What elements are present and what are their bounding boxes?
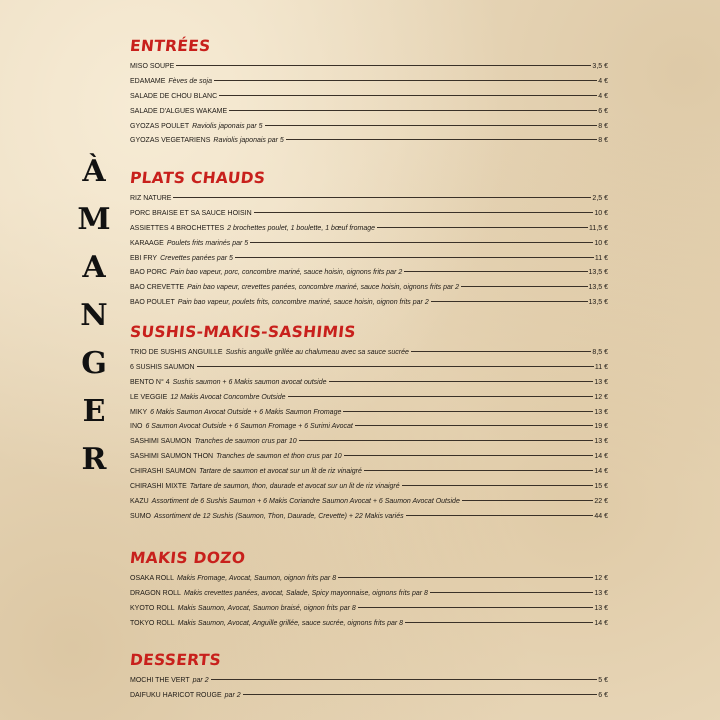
- menu-item: [130, 450, 608, 465]
- leader-line: [405, 622, 593, 623]
- menu-item: [130, 60, 608, 75]
- leader-line: [229, 110, 597, 111]
- menu-item: [130, 420, 608, 435]
- menu-item: [130, 222, 608, 237]
- menu-item: [130, 252, 608, 267]
- item-name: KYOTO ROLL: [130, 604, 175, 612]
- leader-line: [364, 470, 593, 471]
- menu-section: [130, 322, 608, 525]
- item-description: Makis Fromage, Avocat, Saumon, oignon frits par 8: [176, 575, 337, 582]
- item-price: 13 €: [594, 604, 608, 612]
- item-price: 13,5 €: [588, 299, 608, 307]
- item-price: 10 €: [594, 239, 608, 247]
- menu-item: [130, 602, 608, 617]
- item-price: 11 €: [594, 254, 608, 262]
- menu-item: [130, 207, 608, 222]
- menu-section: [130, 168, 608, 311]
- item-description: Raviolis japonais par 5: [213, 137, 284, 145]
- side-word-letter: À: [82, 154, 106, 189]
- item-description: par 2: [224, 691, 241, 699]
- item-description: Crevettes panées par 5: [160, 254, 233, 262]
- leader-line: [411, 351, 592, 352]
- menu-item: [130, 120, 608, 135]
- item-name: GYOZAS VEGETARIENS: [130, 137, 211, 145]
- item-name: BAO PORC: [130, 269, 167, 277]
- item-name: ASSIETTES 4 BROCHETTES: [130, 224, 225, 232]
- side-word-a-manger: [74, 148, 114, 484]
- item-name: LE VEGGIE: [130, 393, 168, 401]
- section-title: PLATS CHAUDS: [129, 169, 267, 187]
- item-price: 10 €: [594, 209, 608, 217]
- item-price: 14 €: [594, 453, 608, 461]
- item-price: 13,5 €: [588, 269, 608, 277]
- item-price: 14 €: [594, 468, 608, 476]
- item-price: 8 €: [598, 122, 608, 130]
- menu-item: [130, 237, 608, 252]
- item-name: SALADE D'ALGUES WAKAME: [130, 107, 228, 115]
- item-description: Makis Saumon, Avocat, Saumon braisé, oignon frits par 8: [177, 604, 356, 612]
- item-name: SASHIMI SAUMON THON: [130, 453, 214, 461]
- menu-item: [130, 391, 608, 406]
- item-price: 22 €: [594, 497, 608, 505]
- item-name: KAZU: [130, 497, 149, 505]
- item-price: 4 €: [598, 77, 608, 85]
- menu-item: [130, 105, 608, 120]
- menu-item: [130, 192, 608, 207]
- menu-item: [130, 465, 608, 480]
- item-description: Sushis saumon + 6 Makis saumon avocat outside: [172, 378, 327, 386]
- item-name: TRIO DE SUSHIS ANGUILLE: [130, 349, 223, 356]
- menu-item: [130, 689, 608, 704]
- menu-item: [130, 587, 608, 602]
- item-name: SUMO: [130, 512, 151, 520]
- menu-item: [130, 376, 608, 391]
- item-price: 2,5 €: [592, 195, 608, 202]
- menu-section: [130, 650, 608, 704]
- item-price: 8 €: [598, 137, 608, 145]
- item-price: 11 €: [594, 363, 608, 371]
- item-price: 12 €: [594, 393, 608, 401]
- leader-line: [299, 440, 594, 441]
- item-price: 6 €: [598, 107, 608, 115]
- leader-line: [265, 125, 598, 126]
- item-price: 13 €: [594, 408, 608, 416]
- leader-line: [404, 271, 587, 272]
- menu-item: [130, 266, 608, 281]
- side-word-letter: M: [77, 202, 111, 237]
- leader-line: [343, 411, 593, 412]
- leader-line: [462, 500, 594, 501]
- menu-item: [130, 406, 608, 421]
- item-name: PORC BRAISE ET SA SAUCE HOISIN: [130, 209, 252, 217]
- item-name: KARAAGE: [130, 239, 164, 247]
- leader-line: [430, 592, 593, 593]
- leader-line: [176, 65, 591, 66]
- menu-item: [130, 346, 608, 361]
- item-description: Raviolis japonais par 5: [192, 122, 263, 130]
- item-description: Sushis anguille grillée au chalumeau avec sa sauce sucrée: [225, 349, 409, 356]
- item-name: SASHIMI SAUMON: [130, 438, 192, 446]
- leader-line: [254, 212, 594, 213]
- section-title: MAKIS DOZO: [129, 549, 247, 567]
- leader-line: [431, 301, 588, 302]
- item-description: Pain bao vapeur, porc, concombre mariné, sauce hoisin, oignons frits par 2: [169, 269, 403, 277]
- item-description: 6 Saumon Avocat Outside + 6 Saumon Fromage + 6 Surimi Avocat: [145, 423, 353, 431]
- item-description: Pain bao vapeur, crevettes panées, concombre mariné, sauce hoisin, oignons frits par 2: [187, 284, 460, 292]
- item-description: Tranches de saumon crus par 10: [194, 438, 297, 446]
- item-name: CHIRASHI MIXTE: [130, 483, 187, 491]
- menu-item: [130, 296, 608, 311]
- item-price: 12 €: [594, 575, 608, 582]
- side-word-letter: E: [82, 394, 106, 429]
- leader-line: [173, 197, 591, 198]
- item-description: Tartare de saumon et avocat sur un lit de riz vinaigré: [199, 468, 362, 476]
- menu-item: [130, 435, 608, 450]
- item-name: OSAKA ROLL: [130, 575, 174, 582]
- item-name: BENTO N° 4: [130, 378, 170, 386]
- menu-item: [130, 510, 608, 525]
- item-name: MIKY: [130, 408, 148, 416]
- item-price: 4 €: [598, 92, 608, 100]
- menu-item: [130, 674, 608, 689]
- item-name: BAO CREVETTE: [130, 284, 185, 292]
- item-description: Tartare de saumon, thon, daurade et avocat sur un lit de riz vinaigré: [189, 483, 400, 491]
- item-name: EDAMAME: [130, 77, 166, 85]
- leader-line: [402, 485, 594, 486]
- item-name: BAO POULET: [130, 299, 175, 307]
- leader-line: [406, 515, 594, 516]
- menu-item: [130, 480, 608, 495]
- item-name: TOKYO ROLL: [130, 619, 175, 627]
- section-title: DESSERTS: [129, 651, 223, 669]
- leader-line: [338, 577, 593, 578]
- leader-line: [344, 455, 594, 456]
- item-price: 13,5 €: [588, 284, 608, 292]
- leader-line: [377, 227, 588, 228]
- item-price: 19 €: [594, 423, 608, 431]
- leader-line: [211, 679, 598, 680]
- item-price: 13 €: [594, 378, 608, 386]
- leader-line: [219, 95, 597, 96]
- item-price: 8,5 €: [592, 349, 608, 356]
- menu-section: [130, 36, 608, 149]
- section-title: SUSHIS-MAKIS-SASHIMIS: [129, 323, 357, 341]
- item-name: EBI FRY: [130, 254, 158, 262]
- item-name: MOCHI THE VERT: [130, 677, 190, 684]
- item-description: Pain bao vapeur, poulets frits, concombre mariné, sauce hoisin, oignon frits par 2: [177, 299, 429, 307]
- item-price: 13 €: [594, 438, 608, 446]
- item-price: 3,5 €: [592, 63, 608, 70]
- leader-line: [358, 607, 594, 608]
- item-price: 13 €: [594, 589, 608, 597]
- item-name: DAIFUKU HARICOT ROUGE: [130, 691, 222, 699]
- leader-line: [355, 425, 594, 426]
- leader-line: [250, 242, 593, 243]
- item-name: MISO SOUPE: [130, 63, 175, 70]
- item-name: INO: [130, 423, 143, 431]
- item-description: Tranches de saumon et thon crus par 10: [216, 453, 342, 461]
- item-description: Makis crevettes panées, avocat, Salade, Spicy mayonnaise, oignons frits par 8: [183, 589, 428, 597]
- item-description: Assortiment de 6 Sushis Saumon + 6 Makis Coriandre Saumon Avocat + 6 Saumon Avocat Outside: [151, 497, 460, 505]
- leader-line: [214, 80, 597, 81]
- item-price: 5 €: [598, 677, 608, 684]
- item-price: 44 €: [594, 512, 608, 520]
- item-price: 11,5 €: [589, 224, 608, 232]
- menu-section: [130, 548, 608, 632]
- menu-item: [130, 134, 608, 149]
- item-name: RIZ NATURE: [130, 195, 172, 202]
- item-name: CHIRASHI SAUMON: [130, 468, 197, 476]
- item-description: 6 Makis Saumon Avocat Outside + 6 Makis Saumon Fromage: [150, 408, 342, 416]
- item-price: 6 €: [598, 691, 608, 699]
- item-name: GYOZAS POULET: [130, 122, 190, 130]
- leader-line: [243, 694, 598, 695]
- menu-item: [130, 495, 608, 510]
- leader-line: [329, 381, 594, 382]
- menu-item: [130, 90, 608, 105]
- item-description: par 2: [192, 677, 209, 684]
- menu-item: [130, 572, 608, 587]
- item-name: SALADE DE CHOU BLANC: [130, 92, 218, 100]
- section-title: ENTRÉES: [129, 37, 212, 55]
- item-name: 6 SUSHIS SAUMON: [130, 363, 195, 371]
- menu-item: [130, 281, 608, 296]
- item-price: 14 €: [594, 619, 608, 627]
- item-price: 15 €: [594, 483, 608, 491]
- side-word-letter: N: [80, 298, 108, 333]
- item-description: Makis Saumon, Avocat, Anguille grillée, sauce sucrée, oignons frits par 8: [177, 619, 404, 627]
- menu-item: [130, 361, 608, 376]
- leader-line: [197, 366, 594, 367]
- item-description: 2 brochettes poulet, 1 boulette, 1 bœuf fromage: [227, 224, 376, 232]
- item-description: Poulets frits marinés par 5: [166, 239, 249, 247]
- menu-item: [130, 617, 608, 632]
- leader-line: [235, 257, 594, 258]
- leader-line: [461, 286, 587, 287]
- side-word-letter: A: [82, 250, 106, 285]
- leader-line: [288, 396, 594, 397]
- item-description: Fèves de soja: [168, 77, 212, 85]
- side-word-letter: G: [81, 346, 107, 381]
- item-name: DRAGON ROLL: [130, 589, 181, 597]
- item-description: Assortiment de 12 Sushis (Saumon, Thon, Daurade, Crevette) + 22 Makis variés: [154, 512, 404, 520]
- item-description: 12 Makis Avocat Concombre Outside: [170, 393, 286, 401]
- menu-item: [130, 75, 608, 90]
- leader-line: [286, 139, 597, 140]
- side-word-letter: R: [81, 442, 107, 477]
